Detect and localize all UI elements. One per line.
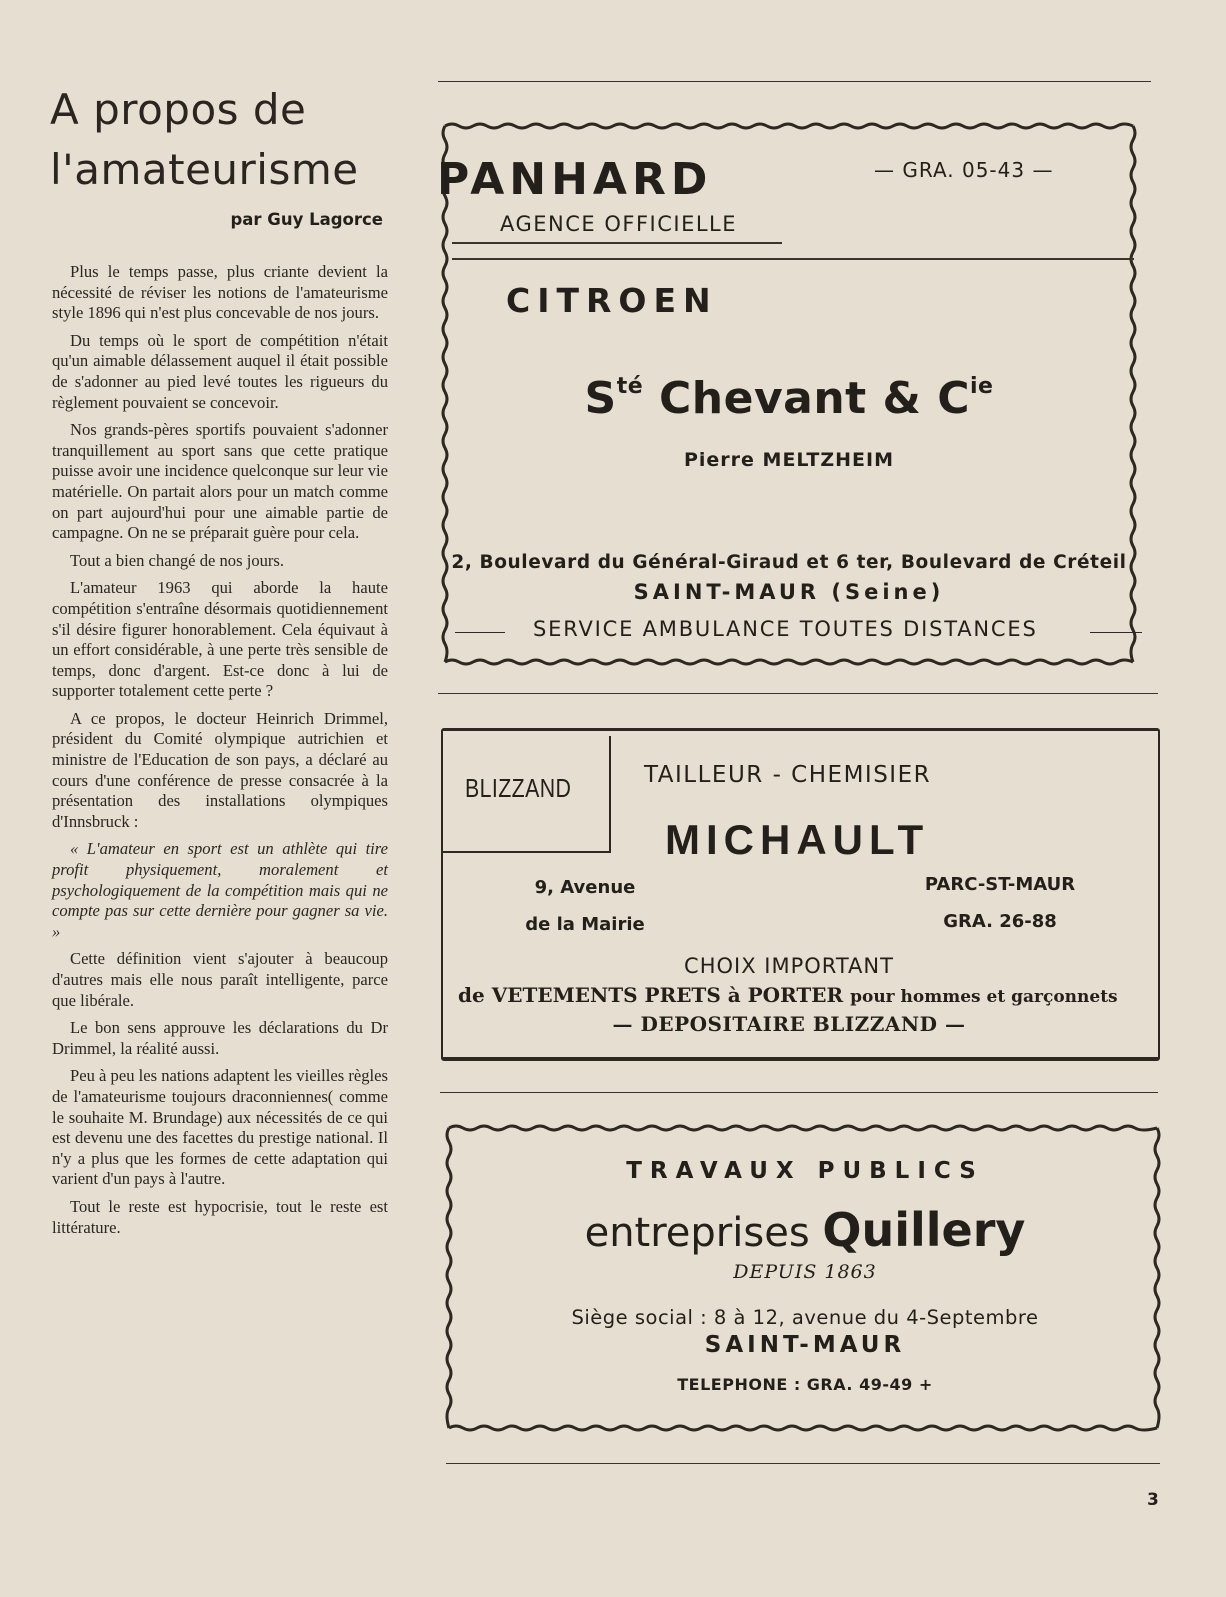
paragraph: A ce propos, le docteur Heinrich Drimmel, président du Comité olympique autrichien et ministre de l'Education de son pays, a déclaré au cours d'une conférence de presse consacrée à la présentation des installations olympiques d'Innsbruck : <box>52 708 388 831</box>
paragraph: Du temps où le sport de compétition n'était qu'un aimable délassement auquel il était possible de s'adonner au pied levé toutes les rigueurs du règlement pouvaient se concevoir. <box>52 330 388 412</box>
company-name <box>440 373 1138 424</box>
paragraph: Tout a bien changé de nos jours. <box>70 550 285 570</box>
paragraph: Plus le temps passe, plus criante devient la nécessité de réviser les notions de l'amateurisme style 1896 qui n'est plus concevable de nos jours. <box>52 262 388 323</box>
separator-rule <box>440 1092 1158 1093</box>
company-main: Chevant & C <box>659 373 970 424</box>
paragraph: L'amateur 1963 qui aborde la haute compétition s'entraîne désormais quotidiennement s'il désire figurer honorablement. Cela équivaut à un effort considérable, à une perte très sensible de temps, donc d'argent. Est-ce donc à lui de supporter totalement cette perte ? <box>52 578 388 701</box>
panhard-brand: PANHARD <box>437 154 713 205</box>
company-st-sup: té <box>616 374 644 400</box>
underline-rule <box>452 242 782 244</box>
quillery-name <box>440 1203 1170 1257</box>
article-body <box>52 262 388 1245</box>
separator-rule <box>438 693 1158 694</box>
paragraph: Le bon sens approuve les déclarations du Dr Drimmel, la réalité aussi. <box>52 1018 388 1058</box>
city: SAINT-MAUR (Seine) <box>633 580 945 604</box>
dash-right <box>1090 632 1142 633</box>
company-st: S <box>584 373 617 424</box>
agency-label: AGENCE OFFICIELLE <box>500 212 738 236</box>
quillery-heading: TRAVAUX PUBLICS <box>626 1158 984 1184</box>
address-line-2: de la Mairie <box>525 914 645 935</box>
michault-address <box>520 869 650 943</box>
company-sup: ie <box>970 374 994 400</box>
quillery-brand: Quillery <box>822 1203 1026 1257</box>
quillery-office: Siège social : 8 à 12, avenue du 4-Septembre <box>571 1306 1039 1329</box>
quote-paragraph: « L'amateur en sport est un athlète qui tire profit physiquement, moralement et psychologiquement de la compétition mais qui ne compte pas sur cette dernière pour gagner sa vie. » <box>52 839 388 941</box>
title-line-1: A propos de <box>50 85 307 134</box>
clothing-line <box>458 983 1118 1007</box>
clothing-de: de <box>458 983 485 1007</box>
depositaire-line: — DEPOSITAIRE BLIZZAND — <box>612 1012 966 1036</box>
trade-label: TAILLEUR - CHEMISIER <box>644 762 932 788</box>
clothing-small: pour hommes et garçonnets <box>850 987 1118 1007</box>
dash-left <box>455 632 505 633</box>
michault-location <box>900 866 1100 940</box>
michault-name: MICHAULT <box>665 816 930 863</box>
citroen-brand: CITROEN <box>506 281 718 320</box>
quillery-phone: TELEPHONE : GRA. 49-49 + <box>677 1375 933 1394</box>
divider-rule <box>452 258 1134 260</box>
quillery-prefix: entreprises <box>584 1210 810 1256</box>
separator-rule <box>446 1463 1160 1464</box>
blizzand-label: BLIZZAND <box>465 773 572 803</box>
clothing-main: VETEMENTS PRETS à PORTER <box>491 983 844 1007</box>
choice-line: CHOIX IMPORTANT <box>684 954 894 978</box>
paragraph: Tout le reste est hypocrisie, tout le reste est littérature. <box>52 1196 388 1237</box>
michault-phone: GRA. 26-88 <box>943 911 1057 932</box>
page-number: 3 <box>1147 1490 1159 1510</box>
owner-name: Pierre MELTZHEIM <box>683 449 894 471</box>
byline: par Guy Lagorce <box>230 210 383 229</box>
service-line: SERVICE AMBULANCE TOUTES DISTANCES <box>533 617 1038 641</box>
michault-city: PARC-ST-MAUR <box>924 874 1076 895</box>
paragraph: Cette définition vient s'ajouter à beaucoup d'autres mais elle nous paraît intelligente, parce que libérale. <box>52 949 388 1010</box>
paragraph: Peu à peu les nations adaptent les vieilles règles de l'amateurisme toujours draconniennes( comme le souhaite M. Brundage) aux nécessités de ce qui est devenu une des facettes du prestige national. Il n'y a plus que les formes de cette adaptation qui varient d'un pays à l'autre. <box>52 1066 388 1189</box>
address: 2, Boulevard du Général-Giraud et 6 ter, Boulevard de Créteil <box>451 552 1127 573</box>
phone-number: — GRA. 05-43 — <box>874 158 1054 182</box>
address-line-1: 9, Avenue <box>534 877 636 898</box>
article-title <box>50 80 395 200</box>
quillery-city: SAINT-MAUR <box>704 1332 906 1358</box>
paragraph: Nos grands-pères sportifs pouvaient s'adonner tranquillement au sport sans que cette pratique puisse avoir une incidence quelconque sur leur vie matérielle. On partait alors pour un match comme on part aujourd'hui pour une aimable partie de campagne. On ne se préparait guère pour cela. <box>52 420 388 543</box>
quillery-since: DEPUIS 1863 <box>733 1261 877 1283</box>
title-line-2: l'amateurisme <box>50 145 359 194</box>
separator-rule <box>438 81 1151 82</box>
